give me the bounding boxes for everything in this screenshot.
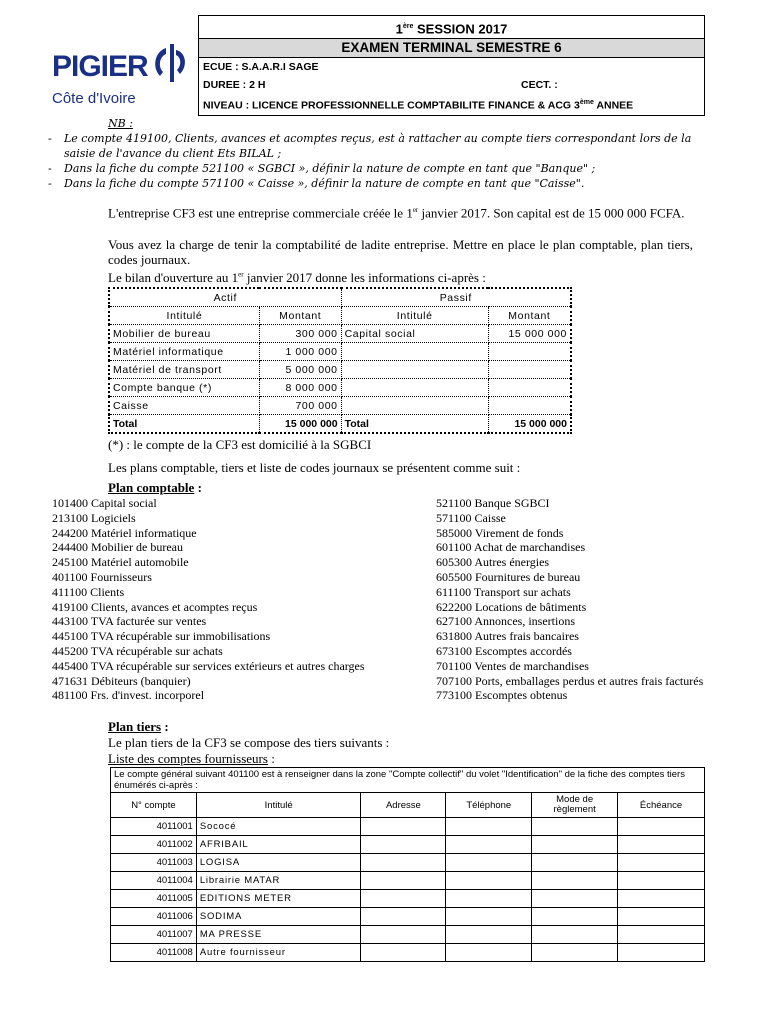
note-item: - Dans la fiche du compte 571100 « Caisse », définir la nature de compte en tant que "Caisse". [48, 176, 708, 191]
tiers-reglement [532, 836, 618, 854]
actif-total-label: Total [109, 415, 259, 434]
account-line: 521100 Banque SGBCI [436, 496, 550, 510]
niveau-line [199, 94, 704, 112]
tiers-reglement [532, 872, 618, 890]
account-line: 701100 Ventes de marchandises [436, 658, 589, 673]
tiers-adresse [361, 818, 446, 836]
logo-brand: PIGIER [52, 50, 148, 83]
passif-montant-header: Montant [488, 307, 571, 325]
tiers-echeance [618, 908, 705, 926]
tiers-adresse [361, 890, 446, 908]
tiers-label: LOGISA [196, 854, 361, 872]
tiers-label: Sococé [196, 818, 361, 836]
tiers-adresse [361, 944, 446, 962]
passif-label [341, 379, 488, 397]
tiers-reglement [532, 890, 618, 908]
account-line: 445100 TVA récupérable sur immobilisations [52, 629, 271, 644]
note-item: - Le compte 419100, Clients, avances et acomptes reçus, est à rattacher au compte tiers correspondant lors de la saisie de l'avance du client Ets BILAL ; [48, 131, 708, 161]
intro-p3-a: Le bilan d'ouverture au 1 [108, 270, 239, 285]
plan-tiers-title: Plan tiers [108, 719, 162, 734]
bilan-header-row [109, 288, 571, 307]
fournisseurs-subtitle [108, 751, 275, 767]
tiers-label: MA PRESSE [196, 926, 361, 944]
account-line: 411100 Clients [52, 584, 125, 599]
tiers-label: EDITIONS METER [196, 890, 361, 908]
passif-amount [488, 379, 571, 397]
tiers-reglement [532, 944, 618, 962]
tiers-row [111, 926, 705, 944]
account-line: 601100 Achat de marchandises [436, 540, 586, 555]
passif-intitule-header: Intitulé [341, 307, 488, 325]
note-text: Le compte 419100, Clients, avances et acomptes reçus, est à rattacher au compte tiers correspondant lors de la saisie de l'avance du client Ets BILAL ; [64, 132, 692, 160]
tiers-num: 4011005 [111, 890, 197, 908]
account-line: 622200 Locations de bâtiments [436, 599, 587, 614]
exam-title: EXAMEN TERMINAL SEMESTRE 6 [199, 38, 704, 58]
intro-paragraph-3 [108, 270, 693, 286]
tiers-echeance [618, 836, 705, 854]
tiers-label: SODIMA [196, 908, 361, 926]
tiers-echeance [618, 944, 705, 962]
account-line: 101400 Capital social [52, 496, 157, 510]
tiers-row [111, 890, 705, 908]
plan-comptable-colon: : [194, 480, 202, 495]
actif-amount: 8 000 000 [259, 379, 341, 397]
account-line: 445400 TVA récupérable sur services extérieurs et autres charges [52, 658, 365, 673]
passif-label: Capital social [341, 325, 488, 343]
tiers-telephone [446, 854, 532, 872]
bilan-row [109, 361, 571, 379]
actif-intitule-header: Intitulé [109, 307, 259, 325]
logo-country: Côte d'Ivoire [52, 90, 136, 107]
account-line: 571100 Caisse [436, 510, 506, 525]
account-line: 605500 Fournitures de bureau [436, 569, 581, 584]
account-line: 585000 Virement de fonds [436, 525, 564, 540]
account-line: 401100 Fournisseurs [52, 569, 152, 584]
tiers-label: AFRIBAIL [196, 836, 361, 854]
tiers-row [111, 944, 705, 962]
fournisseurs-table [110, 767, 705, 962]
tiers-echeance [618, 890, 705, 908]
tiers-reglement [532, 854, 618, 872]
col-echeance-header: Échéance [618, 793, 705, 818]
cect-text: CECT. : [521, 79, 558, 91]
tiers-echeance [618, 926, 705, 944]
passif-total-amount: 15 000 000 [488, 415, 571, 434]
actif-label: Matériel informatique [109, 343, 259, 361]
note-text: Dans la fiche du compte 571100 « Caisse », définir la nature de compte en tant que "Caisse". [64, 177, 585, 190]
tiers-adresse [361, 854, 446, 872]
actif-amount: 300 000 [259, 325, 341, 343]
account-line: 631800 Autres frais bancaires [436, 629, 579, 644]
tiers-reglement [532, 908, 618, 926]
notes-list [48, 131, 708, 191]
account-line: 605300 Autres énergies [436, 555, 550, 570]
account-line: 213100 Logiciels [52, 510, 136, 525]
tiers-telephone [446, 908, 532, 926]
tiers-header-row [111, 793, 705, 818]
plan-comptable-heading [108, 480, 202, 496]
tiers-adresse [361, 836, 446, 854]
intro-p3-sup: er [238, 270, 244, 279]
tiers-num: 4011003 [111, 854, 197, 872]
ecue-line: ECUE : S.A.A.R.I SAGE [203, 61, 319, 73]
plans-intro: Les plans comptable, tiers et liste de codes journaux se présentent comme suit : [108, 460, 521, 475]
account-line: 471631 Débiteurs (banquier) [52, 673, 191, 688]
tiers-adresse [361, 872, 446, 890]
col-telephone-header: Téléphone [446, 793, 532, 818]
intro-p3-b: janvier 2017 donne les informations ci-après : [243, 270, 486, 285]
bilan-row [109, 397, 571, 415]
tiers-label: Librairie MATAR [196, 872, 361, 890]
account-line: 445200 TVA récupérable sur achats [52, 643, 223, 658]
account-line: 773100 Escomptes obtenus [436, 688, 568, 703]
bilan-row [109, 325, 571, 343]
duree-text: DUREE : 2 H [203, 79, 266, 91]
tiers-telephone [446, 818, 532, 836]
plan-tiers-heading [108, 719, 169, 735]
tiers-num: 4011006 [111, 908, 197, 926]
col-intitule-header: Intitulé [196, 793, 361, 818]
niveau-text: NIVEAU : LICENCE PROFESSIONNELLE COMPTABILITE FINANCE & ACG 3 [203, 99, 580, 112]
plan-comptable-title: Plan comptable [108, 480, 195, 495]
notes-title: NB : [108, 117, 133, 130]
passif-amount: 15 000 000 [488, 325, 571, 343]
exam-header [198, 15, 705, 116]
tiers-row [111, 908, 705, 926]
actif-label: Caisse [109, 397, 259, 415]
actif-label: Mobilier de bureau [109, 325, 259, 343]
tiers-telephone [446, 872, 532, 890]
passif-label [341, 397, 488, 415]
plan-comptable-right [436, 496, 756, 703]
tiers-body [111, 818, 705, 962]
passif-amount [488, 361, 571, 379]
account-line: 673100 Escomptes accordés [436, 643, 572, 658]
passif-total-label: Total [341, 415, 488, 434]
plan-tiers-colon: : [161, 719, 169, 734]
actif-header: Actif [109, 288, 341, 307]
intro-paragraph-1 [108, 202, 693, 221]
note-item: - Dans la fiche du compte 521100 « SGBCI », définir la nature de compte en tant que "Banque" ; [48, 161, 708, 176]
niveau-end: ANNEE [593, 99, 634, 112]
passif-amount [488, 397, 571, 415]
session-number: 1 [395, 21, 403, 37]
fournisseurs-subtitle-colon: : [267, 751, 275, 766]
account-line: 707100 Ports, emballages perdus et autres frais facturés [436, 673, 704, 688]
actif-montant-header: Montant [259, 307, 341, 325]
tiers-echeance [618, 854, 705, 872]
tiers-telephone [446, 836, 532, 854]
fournisseurs-subtitle-text: Liste des comptes fournisseurs [108, 751, 268, 766]
account-line: 627100 Annonces, insertions [436, 614, 575, 629]
plan-tiers-intro: Le plan tiers de la CF3 se compose des tiers suivants : [108, 735, 390, 750]
tiers-row [111, 836, 705, 854]
actif-label: Matériel de transport [109, 361, 259, 379]
account-line: 611100 Transport sur achats [436, 584, 571, 599]
tiers-telephone [446, 944, 532, 962]
tiers-row [111, 872, 705, 890]
tiers-adresse [361, 926, 446, 944]
actif-amount: 1 000 000 [259, 343, 341, 361]
tiers-row [111, 854, 705, 872]
bilan-row [109, 379, 571, 397]
bank-footnote: (*) : le compte de la CF3 est domicilié à la SGBCI [108, 437, 372, 452]
tiers-note-row [111, 768, 705, 793]
actif-label: Compte banque (*) [109, 379, 259, 397]
tiers-echeance [618, 872, 705, 890]
bilan-total-row [109, 415, 571, 434]
session-line [199, 16, 704, 38]
intro-paragraph-2: Vous avez la charge de tenir la comptabilité de ladite entreprise. Mettre en place le plan comptable, plan tiers, codes journaux. [108, 237, 693, 267]
account-line: 244200 Matériel informatique [52, 525, 197, 540]
tiers-reglement [532, 818, 618, 836]
account-line: 443100 TVA facturée sur ventes [52, 614, 207, 629]
pigier-logo [52, 40, 192, 110]
account-line: 244400 Mobilier de bureau [52, 540, 183, 555]
note-text: Dans la fiche du compte 521100 « SGBCI », définir la nature de compte en tant que "Banque" ; [64, 162, 596, 175]
tiers-echeance [618, 818, 705, 836]
duree-line [199, 76, 704, 94]
intro-p1-a: L'entreprise CF3 est une entreprise commerciale créée le 1 [108, 205, 413, 221]
bilan-row [109, 343, 571, 361]
pigier-emblem-icon [152, 42, 188, 84]
account-line: 245100 Matériel automobile [52, 555, 189, 570]
tiers-num: 4011002 [111, 836, 197, 854]
tiers-adresse [361, 908, 446, 926]
niveau-sup: ème [579, 99, 594, 106]
bilan-table [108, 287, 572, 434]
tiers-row [111, 818, 705, 836]
intro-p1-b: janvier 2017. Son capital est de 15 000 000 FCFA. [418, 205, 685, 221]
tiers-num: 4011001 [111, 818, 197, 836]
plan-comptable-left [52, 496, 432, 703]
tiers-num: 4011007 [111, 926, 197, 944]
col-adresse-header: Adresse [361, 793, 446, 818]
intro-p1-sup: er [412, 206, 419, 214]
session-text: SESSION 2017 [413, 21, 508, 37]
passif-label [341, 361, 488, 379]
tiers-note: Le compte général suivant 401100 est à renseigner dans la zone "Compte collectif" du volet "Identification" de la fiche des comptes tiers énumérés ci-après : [111, 768, 705, 793]
passif-amount [488, 343, 571, 361]
col-num-header: N° compte [111, 793, 197, 818]
tiers-reglement [532, 926, 618, 944]
tiers-telephone [446, 890, 532, 908]
tiers-num: 4011008 [111, 944, 197, 962]
tiers-telephone [446, 926, 532, 944]
passif-header: Passif [341, 288, 571, 307]
actif-amount: 700 000 [259, 397, 341, 415]
tiers-label: Autre fournisseur [196, 944, 361, 962]
actif-total-amount: 15 000 000 [259, 415, 341, 434]
passif-label [341, 343, 488, 361]
session-sup: ère [402, 23, 414, 30]
account-line: 481100 Frs. d'invest. incorporel [52, 688, 205, 703]
actif-amount: 5 000 000 [259, 361, 341, 379]
tiers-num: 4011004 [111, 872, 197, 890]
bilan-subheader-row [109, 307, 571, 325]
account-line: 419100 Clients, avances et acomptes reçus [52, 599, 258, 614]
col-reglement-header: Mode de règlement [532, 793, 618, 818]
